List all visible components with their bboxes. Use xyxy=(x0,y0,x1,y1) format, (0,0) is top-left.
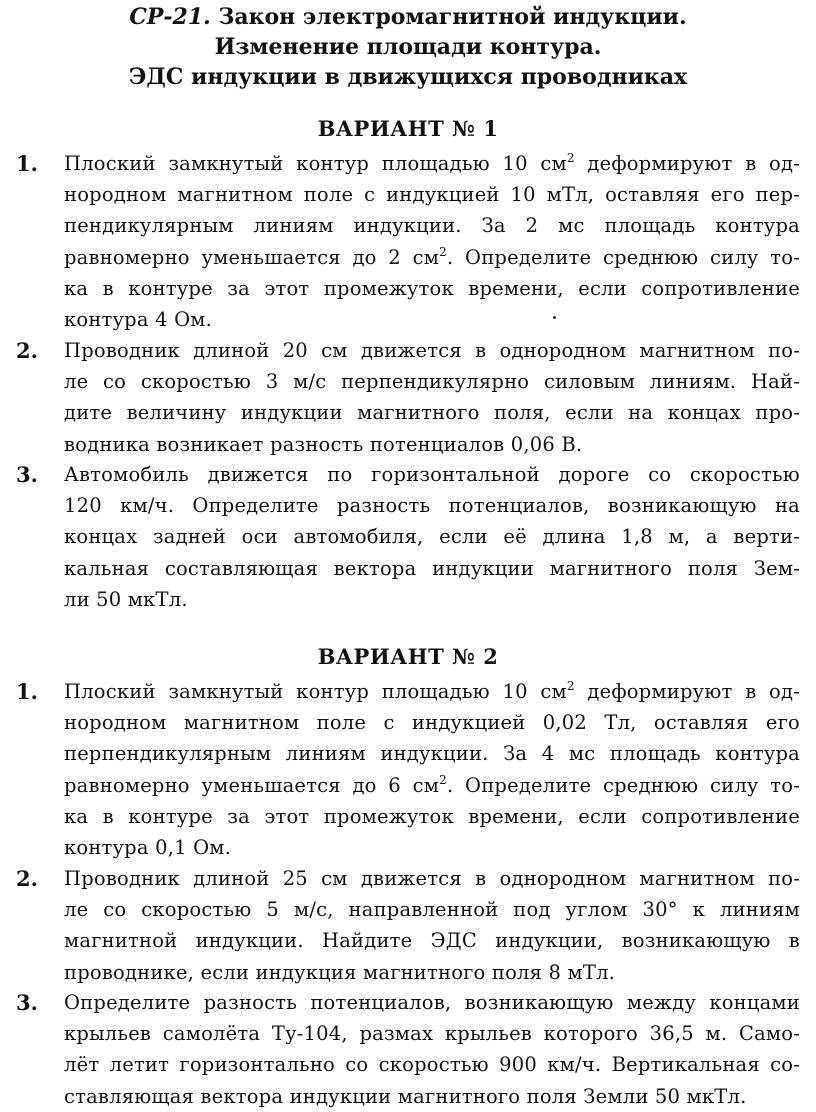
scan-speck xyxy=(553,316,556,319)
problem-line: равномерно уменьшается до 2 $см^2$. Определите среднюю силу то- xyxy=(64,244,800,269)
problem-line: ле со скоростью 3 м/с перпендикулярно силовым линиям. Най- xyxy=(64,370,800,394)
worksheet-title xyxy=(20,2,796,92)
problem-line: Проводник длиной 20 см движется в однородном магнитном по- xyxy=(64,339,800,362)
problem-line: ли 50 мкТл. xyxy=(64,587,188,611)
problem-line: Автомобиль движется по горизонтальной дороге со скоростью xyxy=(64,463,800,486)
problem-line: кальная составляющая вектора индукции магнитного поля Зем- xyxy=(64,556,800,580)
problem-line: нородном магнитном поле с индукцией 0,02 Тл, оставляя его xyxy=(64,711,800,735)
problem-line: 120 км/ч. Определите разность потенциалов, возникающую на xyxy=(64,494,800,518)
problem-line: Плоский замкнутый контур площадью 10 $см^2$ деформируют в од- xyxy=(64,679,800,703)
problem-line: водника возникает разность потенциалов 0,06 В. xyxy=(64,432,583,456)
problem-line: дите величину индукции магнитного поля, если на концах про- xyxy=(64,401,800,425)
problem-line: Проводник длиной 25 см движется в однородном магнитном по- xyxy=(64,867,800,890)
worksheet-code: СР-21. xyxy=(129,4,211,30)
problem-line: ле со скоростью 5 м/с, направленной под углом 30° к линиям xyxy=(64,898,800,922)
problem-line: концах задней оси автомобиля, если её длина 1,8 м, а верти- xyxy=(64,525,800,549)
problem-line: контура 4 Ом. xyxy=(64,308,213,331)
problem-line: нородном магнитном поле с индукцией 10 мТл, оставляя его пер- xyxy=(64,183,800,207)
problem-number: 1. xyxy=(16,151,38,176)
problem-line: пендикулярным линиям индукции. За 2 мс площадь контура xyxy=(64,214,800,238)
title-topic-1: Закон электромагнитной индукции. xyxy=(218,4,687,30)
title-line-3: ЭДС индукции в движущихся проводниках xyxy=(128,64,688,90)
title-line-2: Изменение площади контура. xyxy=(214,34,602,60)
problem-number: 3. xyxy=(16,462,38,487)
problem-line: Плоский замкнутый контур площадью 10 $см^2$ деформируют в од- xyxy=(64,151,800,175)
problem-number: 3. xyxy=(16,990,38,1015)
problem-line: ка в контуре за этот промежуток времени, если сопротивление xyxy=(64,804,800,828)
variant-2-heading: ВАРИАНТ № 2 xyxy=(317,644,499,669)
title-line-1 xyxy=(20,2,796,32)
problem-number: 2. xyxy=(16,338,38,363)
problem-number: 1. xyxy=(16,679,38,704)
variant-1-heading: ВАРИАНТ № 1 xyxy=(317,116,499,141)
problem-number: 2. xyxy=(16,866,38,891)
problem-line: магнитной индукции. Найдите ЭДС индукции, возникающую в xyxy=(64,929,800,953)
problem-line: перпендикулярным линиям индукции. За 4 мс площадь контура xyxy=(64,742,800,766)
problem-line: равномерно уменьшается до 6 $см^2$. Определите среднюю силу то- xyxy=(64,772,800,797)
problem-line: крыльев самолёта Ту-104, размах крыльев которого 36,5 м. Само- xyxy=(64,1022,800,1046)
problem-line: Определите разность потенциалов, возникающую между концами xyxy=(64,991,800,1014)
problem-line: лёт летит горизонтально со скоростью 900 км/ч. Вертикальная со- xyxy=(64,1053,800,1077)
problem-line: ставляющая вектора индукции магнитного поля Земли 50 мкТл. xyxy=(64,1084,747,1108)
problem-line: ка в контуре за этот промежуток времени, если сопротивление xyxy=(64,276,800,300)
problem-line: проводнике, если индукция магнитного поля 8 мТл. xyxy=(64,960,616,984)
problem-line: контура 0,1 Ом. xyxy=(64,836,232,859)
